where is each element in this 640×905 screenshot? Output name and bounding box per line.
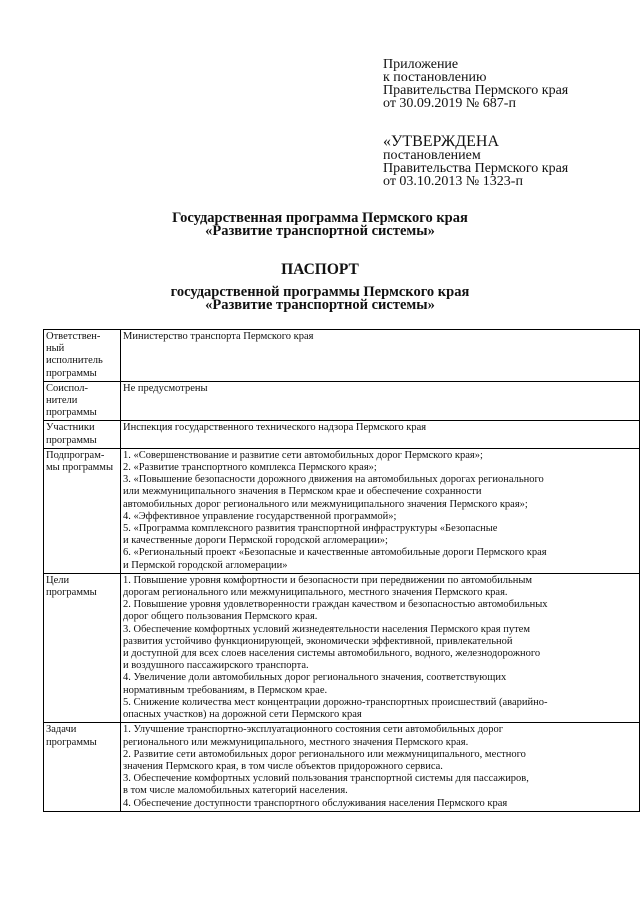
row-label-line: программы: [46, 407, 97, 419]
appendix-line: от 30.09.2019 № 687-п: [383, 96, 516, 111]
row-content-line: развития устойчиво функционирующей, экономически эффективной, привлекательной: [123, 635, 513, 647]
row-label-line: программы: [46, 736, 97, 748]
row-content-cell: [121, 573, 640, 722]
row-label-line: ный: [46, 343, 65, 355]
row-content-line: 3. «Повышение безопасности дорожного движения на автомобильных дорогах регионального: [123, 474, 544, 486]
program-title-line: «Развитие транспортной системы»: [205, 223, 435, 239]
row-content-line: 4. Увеличение доли автомобильных дорог регионального значения, соответствующих: [123, 672, 507, 684]
row-content-line: 4. «Эффективное управление государственной программой»;: [123, 510, 397, 522]
passport-subtitle-line: «Развитие транспортной системы»: [205, 297, 435, 313]
row-content-line: 2. Повышение уровня удовлетворенности граждан качеством и безопасностью автомобильных: [123, 599, 548, 611]
row-content-line: 4. Обеспечение доступности транспортного обслуживания населения Пермского края: [123, 797, 508, 809]
table-row: [44, 723, 640, 811]
row-content-cell: [121, 381, 640, 421]
row-label-line: программы: [46, 367, 97, 379]
table-row: [44, 330, 640, 382]
approval-note: [383, 134, 568, 188]
row-label-line: программы: [46, 587, 97, 599]
row-content-line: и доступной для всех слоев населения системы автомобильного, водного, железнодорожного: [123, 648, 541, 660]
passport-table: [43, 329, 640, 812]
row-label-line: программы: [46, 434, 97, 446]
row-content-line: 1. Улучшение транспортно-эксплуатационного состояния сети автомобильных дорог: [123, 724, 504, 736]
row-label-cell: [44, 573, 121, 722]
row-content-cell: [121, 421, 640, 448]
row-content-cell: [121, 448, 640, 573]
row-content-line: и качественные дороги Пермской городской агломерации»;: [123, 535, 388, 547]
row-content-cell: [121, 723, 640, 811]
approval-line: «УТВЕРЖДЕНА: [383, 133, 500, 150]
row-label-line: Ответствен-: [46, 331, 101, 342]
table-row: [44, 448, 640, 573]
table-row: [44, 381, 640, 421]
row-label-line: Подпрограм-: [46, 449, 105, 461]
row-content-line: значения Пермского края, в том числе объектов придорожного сервиса.: [123, 760, 443, 772]
approval-line: от 03.10.2013 № 1323-п: [383, 174, 523, 189]
approval-line: Правительства Пермского края: [383, 161, 569, 176]
row-content-line: регионального или межмуниципального, местного значения Пермского края.: [123, 736, 469, 748]
row-content-line: 1. «Совершенствование и развитие сети автомобильных дорог Пермского края»;: [123, 449, 483, 461]
row-content-line: и Пермской городской агломерации»: [123, 559, 288, 571]
row-label-cell: [44, 330, 121, 382]
appendix-line: к постановлению: [383, 70, 487, 85]
program-title: [0, 212, 640, 238]
row-label-cell: [44, 381, 121, 421]
row-label-cell: [44, 421, 121, 448]
row-content-line: и воздушного пассажирского транспорта.: [123, 660, 309, 672]
row-label-line: Цели: [46, 574, 70, 586]
row-content-line: Министерство транспорта Пермского края: [123, 331, 314, 342]
row-content-line: 3. Обеспечение комфортных условий пользования транспортной системы для пассажиров,: [123, 773, 529, 785]
row-label-line: нители: [46, 395, 78, 407]
row-label-line: мы программы: [46, 462, 114, 474]
row-content-line: дорогам регионального или межмуниципального, местного значения Пермского края.: [123, 587, 508, 599]
table-row: [44, 421, 640, 448]
appendix-line: Приложение: [383, 57, 459, 72]
row-content-line: 2. Развитие сети автомобильных дорог регионального или межмуниципального, местного: [123, 748, 526, 760]
row-content-line: 5. «Программа комплексного развития транспортной инфраструктуры «Безопасные: [123, 523, 498, 535]
row-content-line: 3. Обеспечение комфортных условий жизнедеятельности населения Пермского края путем: [123, 623, 530, 635]
row-content-cell: [121, 330, 640, 382]
passport-table-body: [44, 330, 640, 812]
row-label-cell: [44, 448, 121, 573]
row-label-line: Соиспол-: [46, 382, 88, 394]
row-content-line: или межмуниципального значения в Пермском крае и обеспечение сохранности: [123, 486, 482, 498]
appendix-note: [383, 58, 568, 110]
passport-subtitle-line: государственной программы Пермского края: [170, 284, 470, 300]
passport-subtitle: [0, 286, 640, 312]
passport-title: ПАСПОРТ: [281, 261, 359, 278]
row-label-line: Задачи: [46, 724, 77, 736]
row-content-line: Инспекция государственного технического надзора Пермского края: [123, 422, 427, 434]
row-content-line: 2. «Развитие транспортного комплекса Пермского края»;: [123, 462, 377, 474]
row-content-line: 5. Снижение количества мест концентрации дорожно-транспортных происшествий (аварийно-: [123, 696, 548, 708]
program-title-line: Государственная программа Пермского края: [172, 210, 468, 226]
table-row: [44, 573, 640, 722]
row-content-line: автомобильных дорог регионального или межмуниципального значения Пермского края»;: [123, 498, 528, 510]
appendix-line: Правительства Пермского края: [383, 83, 569, 98]
row-content-line: опасных участков) на дорожной сети Пермского края: [123, 709, 362, 721]
row-content-line: дорог общего пользования Пермского края.: [123, 611, 318, 623]
row-label-cell: [44, 723, 121, 811]
row-content-line: Не предусмотрены: [123, 382, 208, 394]
row-content-line: нормативным требованиям, в Пермском крае.: [123, 684, 328, 696]
row-label-line: исполнитель: [46, 355, 103, 367]
row-content-line: в том числе маломобильных категорий населения.: [123, 785, 348, 797]
row-content-line: 1. Повышение уровня комфортности и безопасности при передвижении по автомобильным: [123, 574, 533, 586]
approval-line: постановлением: [383, 148, 481, 163]
row-label-line: Участники: [46, 422, 95, 434]
row-content-line: 6. «Региональный проект «Безопасные и качественные автомобильные дороги Пермского края: [123, 547, 547, 559]
